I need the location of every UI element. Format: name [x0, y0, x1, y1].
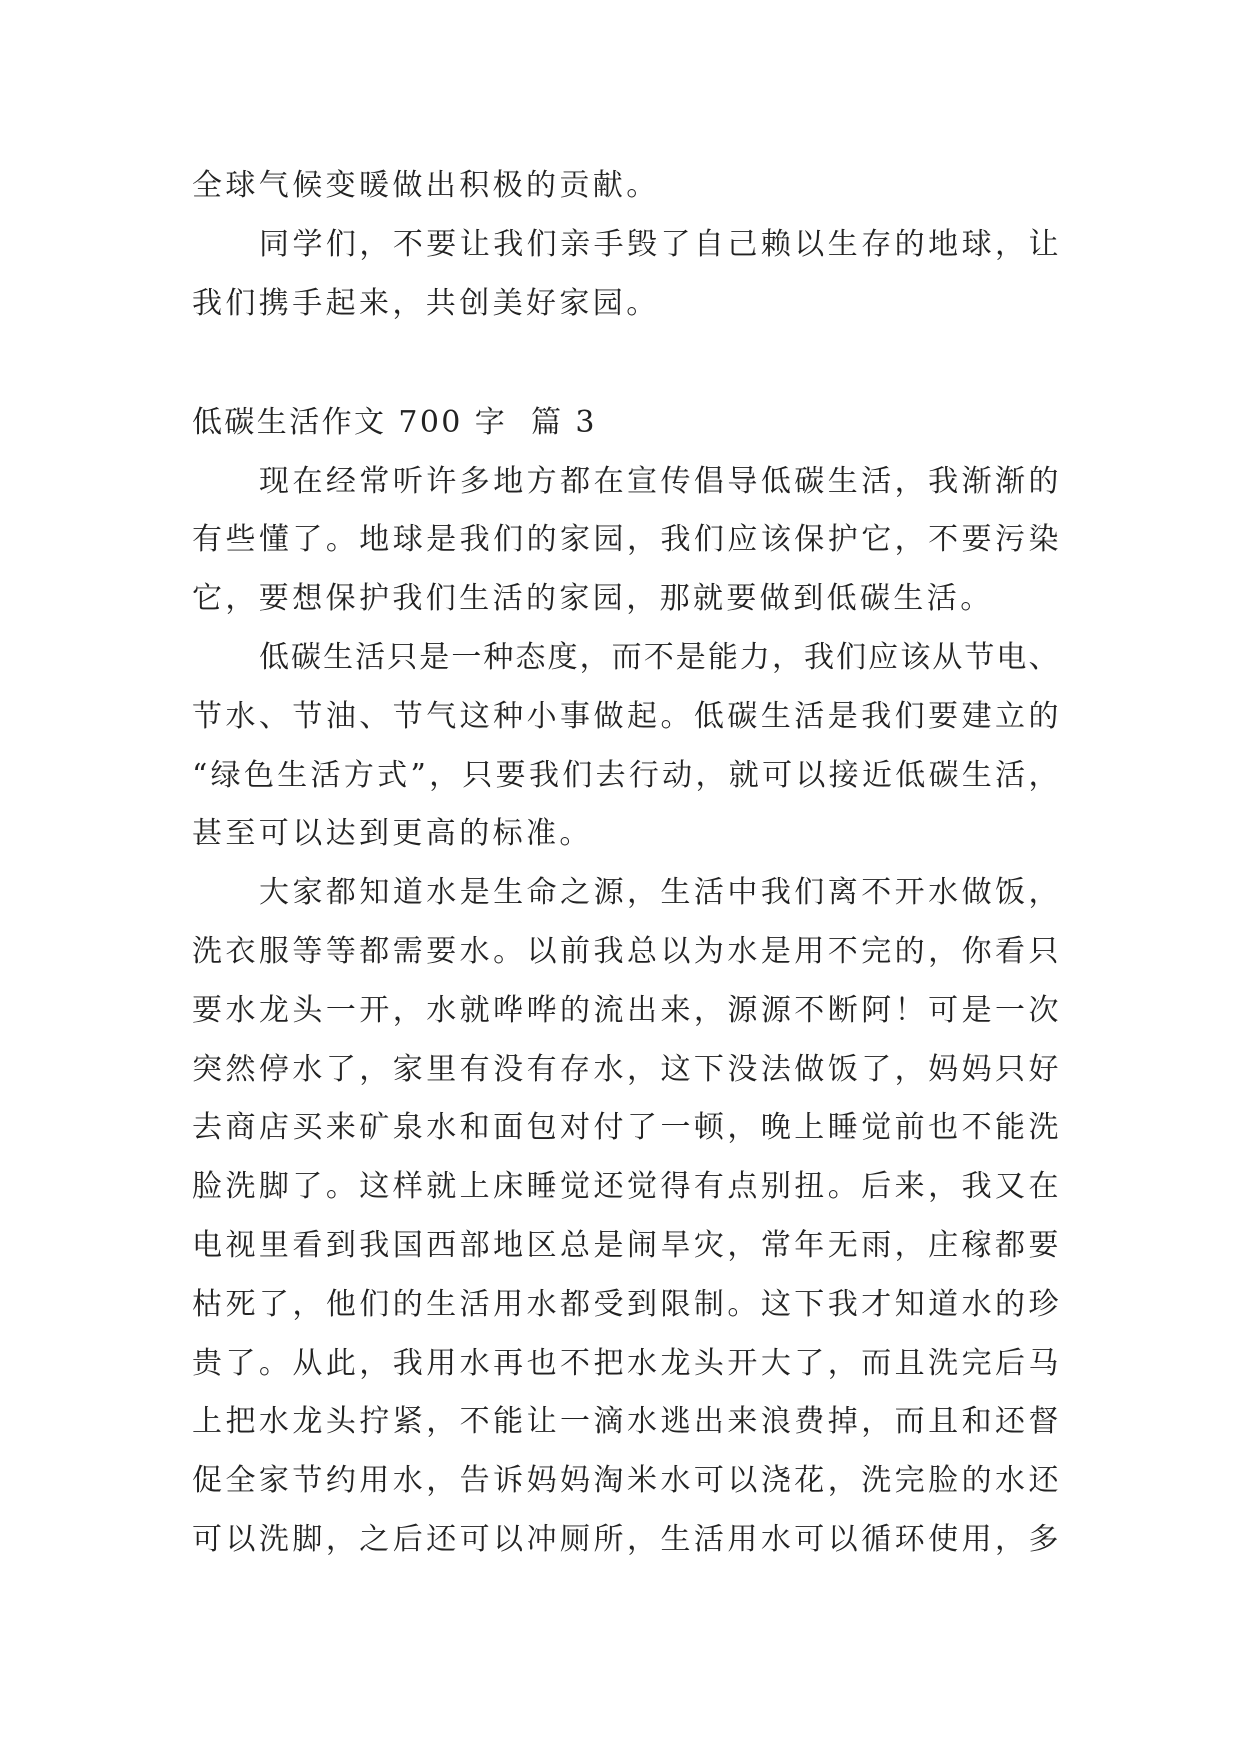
text-line: 我们携手起来，共创美好家园。 — [192, 285, 660, 321]
text-line: 枯死了，他们的生活用水都受到限制。这下我才知道水的珍 — [192, 1286, 1060, 1322]
text-line: 促全家节约用水，告诉妈妈淘米水可以浇花，洗完脸的水还 — [192, 1463, 1060, 1499]
text-line: 突然停水了，家里有没有存水，这下没法做饭了，妈妈只好 — [192, 1051, 1060, 1087]
text-line: 甚至可以达到更高的标准。 — [192, 816, 593, 852]
text-line: 去商店买来矿泉水和面包对付了一顿，晚上睡觉前也不能洗 — [192, 1110, 1060, 1146]
text-line: 低碳生活只是一种态度，而不是能力，我们应该从节电、 — [259, 640, 1060, 676]
section-heading: 低碳生活作文 700 字 篇 3 — [192, 404, 597, 440]
paragraph — [192, 453, 1060, 629]
text-line: 要水龙头一开，水就哗哗的流出来，源源不断阿！可是一次 — [192, 992, 1060, 1028]
text-line: 同学们，不要让我们亲手毁了自己赖以生存的地球，让 — [259, 226, 1060, 262]
paragraph — [192, 864, 1060, 1570]
text-line: 洗衣服等等都需要水。以前我总以为水是用不完的，你看只 — [192, 934, 1060, 970]
text-line: 节水、节油、节气这种小事做起。低碳生活是我们要建立的 — [192, 698, 1060, 734]
paragraph — [192, 157, 1060, 216]
text-line: 贵了。从此，我用水再也不把水龙头开大了，而且洗完后马 — [192, 1345, 1060, 1381]
text-line: 脸洗脚了。这样就上床睡觉还觉得有点别扭。后来，我又在 — [192, 1169, 1060, 1205]
document-body — [192, 157, 1060, 1570]
text-line: 现在经常听许多地方都在宣传倡导低碳生活，我渐渐的 — [259, 463, 1060, 499]
paragraph — [192, 216, 1060, 334]
text-line: 可以洗脚，之后还可以冲厕所，生活用水可以循环使用，多 — [192, 1522, 1060, 1558]
text-line: 有些懂了。地球是我们的家园，我们应该保护它，不要污染 — [192, 522, 1060, 558]
text-line: 它，要想保护我们生活的家园，那就要做到低碳生活。 — [192, 581, 994, 617]
text-line: 上把水龙头拧紧，不能让一滴水逃出来浪费掉，而且和还督 — [192, 1404, 1060, 1440]
text-line: 全球气候变暖做出积极的贡献。 — [192, 168, 660, 203]
text-line: “绿色生活方式”，只要我们去行动，就可以接近低碳生活， — [192, 757, 1060, 793]
paragraph — [192, 629, 1060, 864]
text-line: 电视里看到我国西部地区总是闹旱灾，常年无雨，庄稼都要 — [192, 1228, 1060, 1264]
text-line: 大家都知道水是生命之源，生活中我们离不开水做饭， — [259, 875, 1060, 911]
